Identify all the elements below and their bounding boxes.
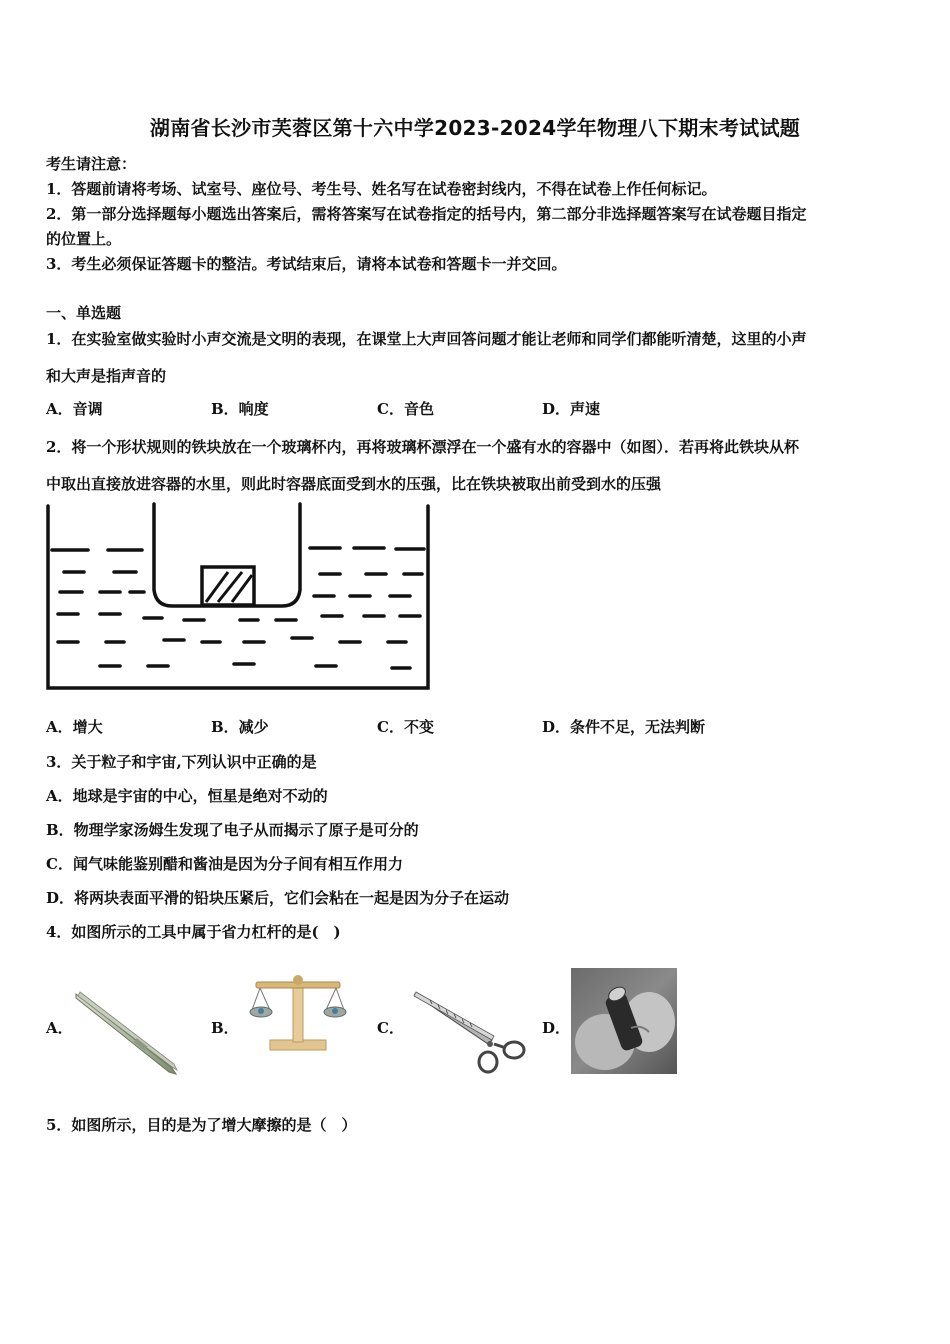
q2-stem-line1: 2．将一个形状规则的铁块放在一个玻璃杯内，再将玻璃杯漂浮在一个盛有水的容器中（如图）．若再将此铁块从杯 bbox=[46, 438, 799, 456]
q3-option-a: A．地球是宇宙的中心，恒星是绝对不动的 bbox=[46, 787, 328, 805]
notice-item-3: 3．考生必须保证答题卡的整洁。考试结束后，请将本试卷和答题卡一并交回。 bbox=[46, 255, 567, 273]
page-title: 湖南省长沙市芙蓉区第十六中学2023-2024学年物理八下期末考试试题 bbox=[149, 116, 801, 140]
q3-option-d: D．将两块表面平滑的铅块压紧后，它们会粘在一起是因为分子在运动 bbox=[46, 889, 510, 907]
iron-block bbox=[202, 567, 254, 605]
q3-option-c: C．闻气味能鉴别醋和酱油是因为分子间有相互作用力 bbox=[46, 855, 403, 873]
beaker-diagram bbox=[44, 502, 432, 696]
q1-option-d: D．声速 bbox=[542, 400, 601, 418]
q3-option-b: B．物理学家汤姆生发现了电子从而揭示了原子是可分的 bbox=[46, 821, 419, 839]
q2-option-c: C．不变 bbox=[377, 718, 434, 736]
balance-scale-image bbox=[248, 970, 348, 1054]
q4-label-c: C． bbox=[377, 1019, 404, 1037]
notice-item-1: 1．答题前请将考场、试室号、座位号、考生号、姓名写在试卷密封线内，不得在试卷上作任何标记。 bbox=[46, 180, 717, 198]
q4-label-b: B． bbox=[211, 1019, 239, 1037]
q2-option-a: A．增大 bbox=[46, 718, 103, 736]
q1-option-a: A．音调 bbox=[46, 400, 103, 418]
q4-label-d: D． bbox=[542, 1019, 571, 1037]
tweezers-image bbox=[72, 988, 180, 1080]
notice-heading: 考生请注意： bbox=[46, 155, 137, 173]
q1-stem-line1: 1．在实验室做实验时小声交流是文明的表现，在课堂上大声回答问题才能让老师和同学们都能听清楚，这里的小声 bbox=[46, 330, 807, 348]
q4-label-a: A． bbox=[46, 1019, 73, 1037]
q2-option-b: B．减少 bbox=[211, 718, 269, 736]
q3-stem: 3．关于粒子和宇宙,下列认识中正确的是 bbox=[46, 753, 317, 771]
q4-stem: 4．如图所示的工具中属于省力杠杆的是( ) bbox=[46, 923, 341, 941]
notice-item-2: 2．第一部分选择题每小题选出答案后，需将答案写在试卷指定的括号内，第二部分非选择题答案写在试卷题目指定 bbox=[46, 205, 807, 223]
q1-option-b: B．响度 bbox=[211, 400, 269, 418]
notice-item-2-cont: 的位置上。 bbox=[46, 230, 122, 248]
bottle-opener-photo bbox=[571, 968, 677, 1074]
scissors-image bbox=[410, 988, 528, 1078]
q2-stem-line2: 中取出直接放进容器的水里，则此时容器底面受到水的压强，比在铁块被取出前受到水的压强 bbox=[46, 475, 662, 493]
q1-stem-line2: 和大声是指声音的 bbox=[46, 367, 167, 385]
q2-option-d: D．条件不足，无法判断 bbox=[542, 718, 706, 736]
q5-stem: 5．如图所示，目的是为了增大摩擦的是（ ） bbox=[46, 1116, 357, 1134]
section-heading: 一、单选题 bbox=[46, 304, 122, 322]
q1-option-c: C．音色 bbox=[377, 400, 434, 418]
